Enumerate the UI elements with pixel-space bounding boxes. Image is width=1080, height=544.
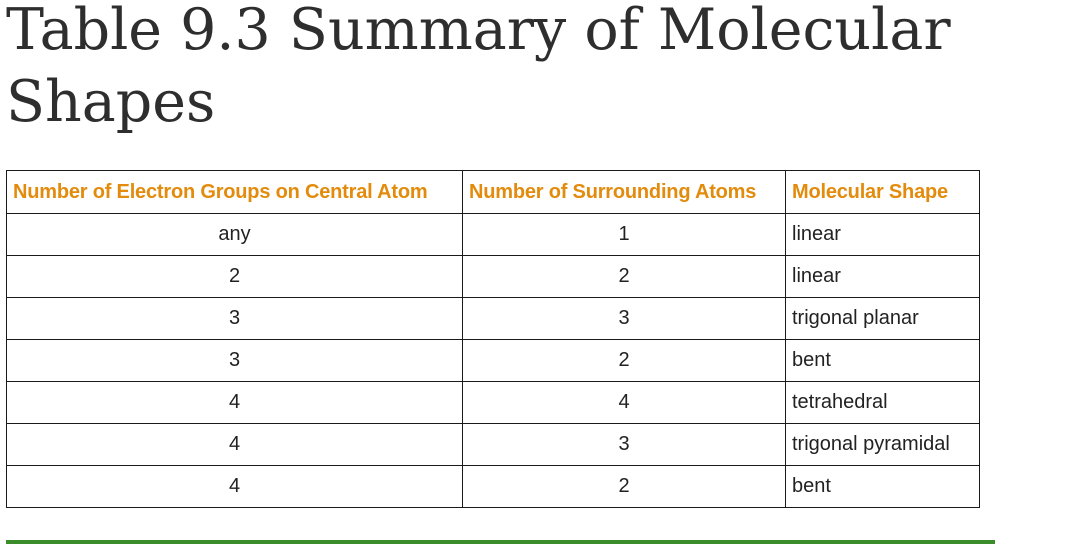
cell-surrounding-atoms: 1 [463,214,786,256]
cell-surrounding-atoms: 4 [463,382,786,424]
cell-surrounding-atoms: 3 [463,424,786,466]
table-row [7,214,980,256]
table-row [7,466,980,508]
header-surrounding-atoms: Number of Surrounding Atoms [463,171,786,214]
cell-molecular-shape: linear [786,256,980,298]
cell-molecular-shape: trigonal pyramidal [786,424,980,466]
table-header-row [7,171,980,214]
table-row [7,256,980,298]
table-row [7,424,980,466]
cell-electron-groups: 4 [7,466,463,508]
cell-molecular-shape: linear [786,214,980,256]
section-divider [6,540,995,544]
cell-electron-groups: 4 [7,382,463,424]
cell-surrounding-atoms: 2 [463,466,786,508]
cell-molecular-shape: bent [786,340,980,382]
cell-surrounding-atoms: 2 [463,340,786,382]
cell-electron-groups: any [7,214,463,256]
cell-surrounding-atoms: 3 [463,298,786,340]
cell-molecular-shape: bent [786,466,980,508]
cell-surrounding-atoms: 2 [463,256,786,298]
page-title: Table 9.3 Summary of Molecular Shapes [6,0,951,135]
molecular-shapes-table [6,170,980,508]
cell-electron-groups: 2 [7,256,463,298]
cell-electron-groups: 3 [7,298,463,340]
header-molecular-shape: Molecular Shape [786,171,980,214]
table-row [7,382,980,424]
cell-electron-groups: 3 [7,340,463,382]
table-row [7,298,980,340]
header-electron-groups: Number of Electron Groups on Central Atom [7,171,463,214]
cell-molecular-shape: trigonal planar [786,298,980,340]
cell-electron-groups: 4 [7,424,463,466]
table-row [7,340,980,382]
cell-molecular-shape: tetrahedral [786,382,980,424]
